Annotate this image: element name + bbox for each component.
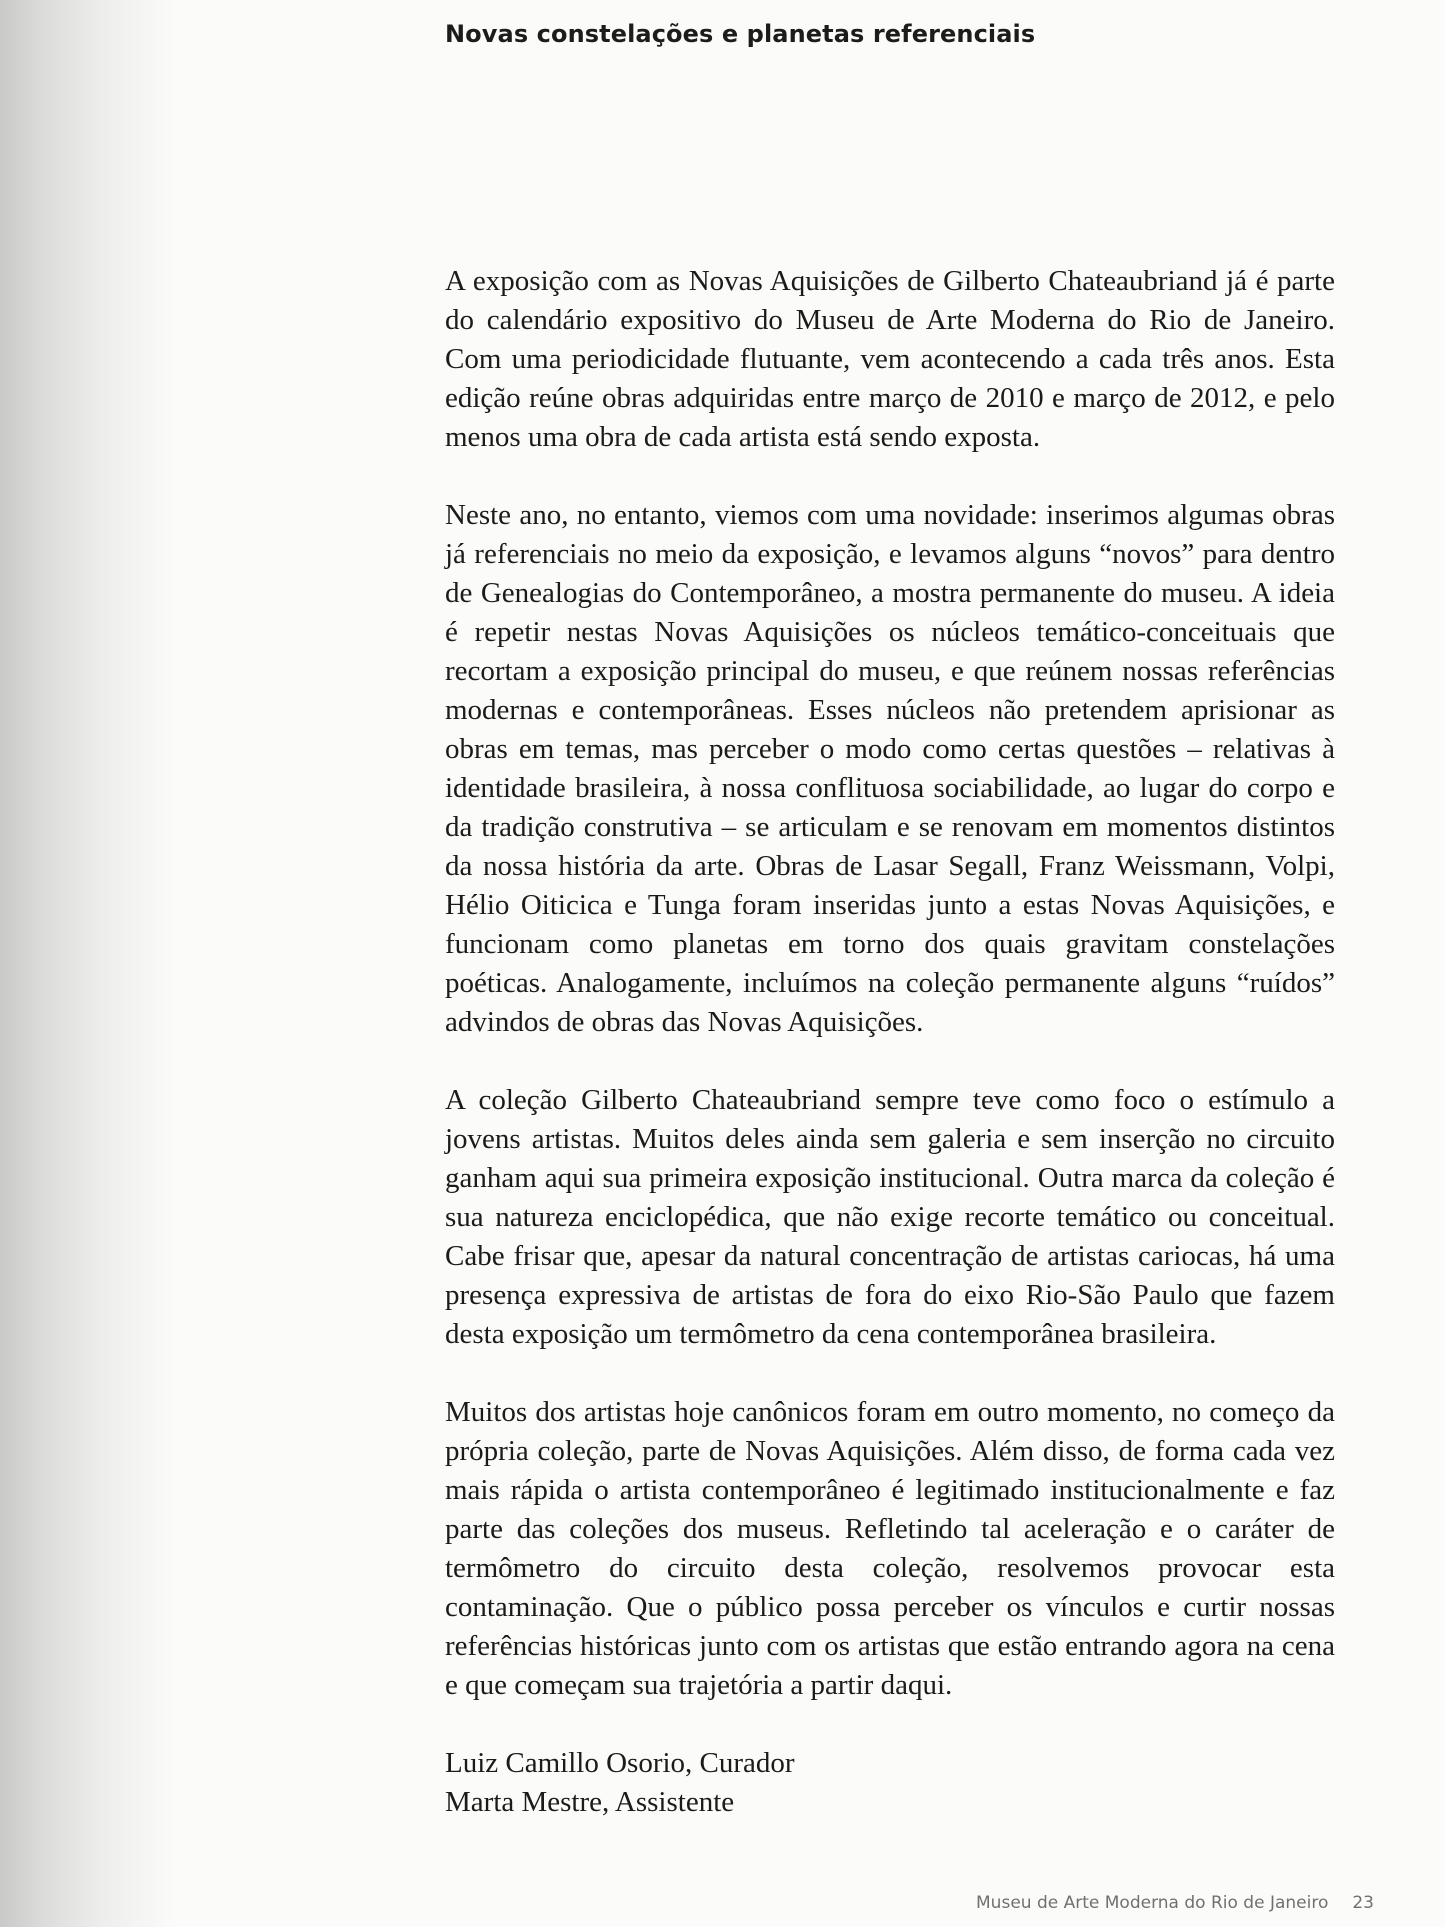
paragraph-4: Muitos dos artistas hoje canônicos foram em outro momento, no começo da própria coleção, parte de Novas Aquisições. Além disso, de forma cada vez mais rápida o artista contemporâneo é legitimado institucionalmente e faz parte das coleções dos museus. Refletindo tal aceleração e o caráter de termômetro do circuito desta coleção, resolvemos provocar esta contaminação. Que o público possa perceber os vínculos e curtir nossas referências históricas junto com os artistas que estão entrando agora na cena e que começam sua trajetória a partir daqui. — [445, 1396, 1335, 1701]
footer-publisher: Museu de Arte Moderna do Rio de Janeiro — [976, 1893, 1329, 1913]
signature-assistant: Marta Mestre, Assistente — [445, 1786, 735, 1818]
signature-curator: Luiz Camillo Osorio, Curador — [445, 1747, 795, 1779]
paragraph-3: A coleção Gilberto Chateaubriand sempre teve como foco o estímulo a jovens artistas. Muitos deles ainda sem galeria e sem inserção no circuito ganham aqui sua primeira exposição institucional. Outra marca da coleção é sua natureza enciclopédica, que não exige recorte temático ou conceitual. Cabe frisar que, apesar da natural concentração de artistas cariocas, há uma presença expressiva de artistas de fora do eixo Rio-São Paulo que fazem desta exposição um termômetro da cena contemporânea brasileira. — [445, 1084, 1335, 1350]
paragraph-2: Neste ano, no entanto, viemos com uma novidade: inserimos algumas obras já referenciais no meio da exposição, e levamos alguns “novos” para dentro de Genealogias do Contemporâneo, a mostra permanente do museu. A ideia é repetir nestas Novas Aquisições os núcleos temático-conceituais que recortam a exposição principal do museu, e que reúnem nossas referências modernas e contemporâneas. Esses núcleos não pretendem aprisionar as obras em temas, mas perceber o modo como certas questões – relativas à identidade brasileira, à nossa conflituosa sociabilidade, ao lugar do corpo e da tradição construtiva – se articulam e se renovam em momentos distintos da nossa história da arte. Obras de Lasar Segall, Franz Weissmann, Volpi, Hélio Oiticica e Tunga foram inseridas junto a estas Novas Aquisições, e funcionam como planetas em torno dos quais gravitam constelações poéticas. Analogamente, incluímos na coleção permanente alguns “ruídos” advindos de obras das Novas Aquisições. — [445, 499, 1335, 1038]
signature-block — [445, 1744, 1335, 1822]
paragraph-1: A exposição com as Novas Aquisições de Gilberto Chateaubriand já é parte do calendário expositivo do Museu de Arte Moderna do Rio de Janeiro. Com uma periodicidade flutuante, vem acontecendo a cada três anos. Esta edição reúne obras adquiridas entre março de 2010 e março de 2012, e pelo menos uma obra de cada artista está sendo exposta. — [445, 265, 1335, 453]
page-number: 23 — [1352, 1893, 1374, 1913]
page-title: Novas constelações e planetas referenciais — [445, 20, 1036, 48]
article-body — [445, 262, 1335, 1822]
page-footer — [976, 1893, 1374, 1913]
